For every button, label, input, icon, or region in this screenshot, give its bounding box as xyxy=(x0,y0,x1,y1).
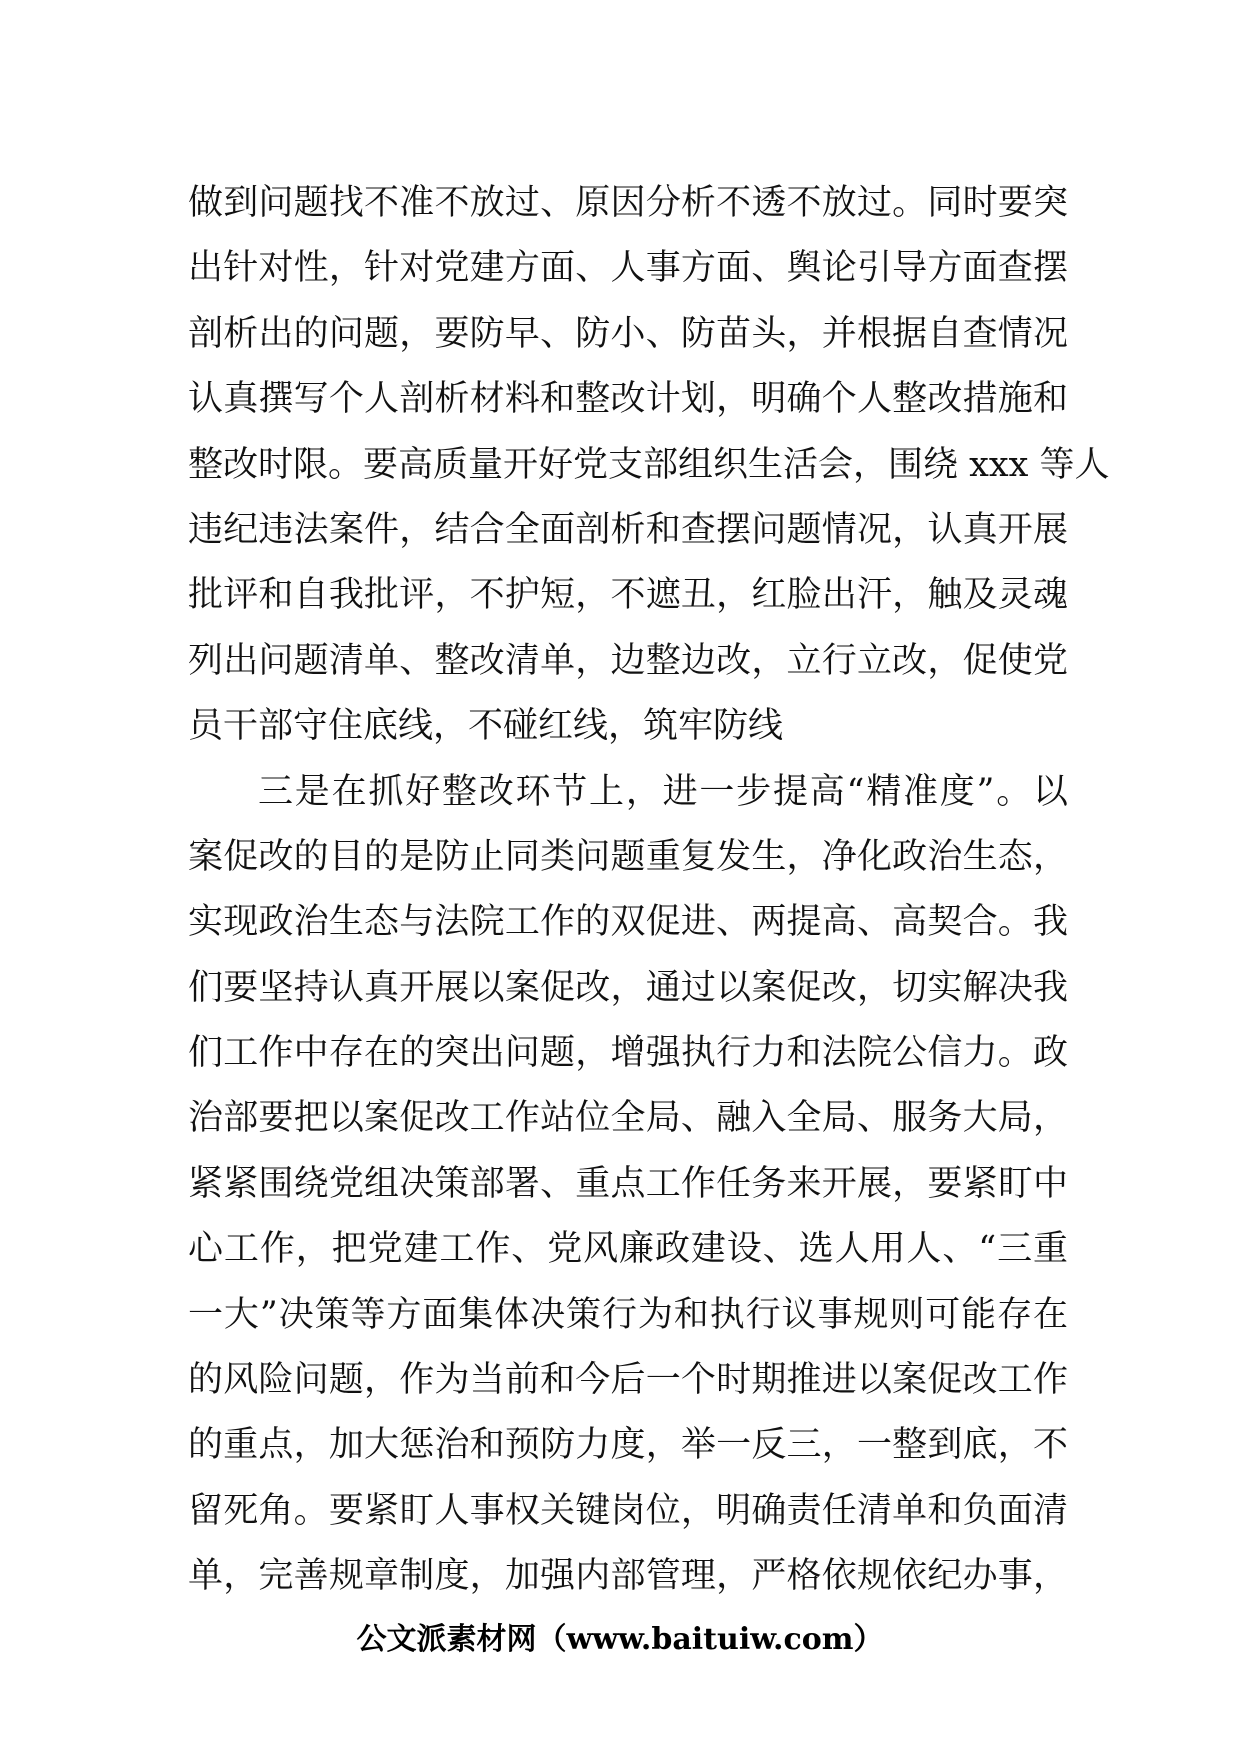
text-line: 出针对性，针对党建方面、人事方面、舆论引导方面查摆 xyxy=(188,248,1068,289)
text-line: 批评和自我批评，不护短，不遮丑，红脸出汗，触及灵魂 xyxy=(188,575,1068,616)
footer-watermark: 公文派素材网（www.baituiw.com） xyxy=(356,1622,884,1657)
text-line: 员干部守住底线，不碰红线，筑牢防线 xyxy=(188,706,784,747)
text-line: 列出问题清单、整改清单，边整边改，立行立改，促使党 xyxy=(188,640,1068,681)
text-line: 们工作中存在的突出问题，增强执行力和法院公信力。政 xyxy=(188,1033,1068,1074)
text-line: 们要坚持认真开展以案促改，通过以案促改，切实解决我 xyxy=(188,967,1068,1008)
document-body xyxy=(188,171,1110,1610)
text-line: 剖析出的问题，要防早、防小、防苗头，并根据自查情况 xyxy=(188,313,1068,354)
text-line: 的风险问题，作为当前和今后一个时期推进以案促改工作 xyxy=(188,1360,1068,1401)
text-line: 认真撰写个人剖析材料和整改计划，明确个人整改措施和 xyxy=(188,379,1068,420)
text-line: 紧紧围绕党组决策部署、重点工作任务来开展，要紧盯中 xyxy=(188,1163,1068,1204)
text-line: 做到问题找不准不放过、原因分析不透不放过。同时要突 xyxy=(188,183,1068,223)
text-line: 一大”决策等方面集体决策行为和执行议事规则可能存在 xyxy=(188,1294,1068,1335)
paragraph-start-line: 三是在抓好整改环节上，进一步提高“精准度”。以 xyxy=(258,771,1068,812)
text-line: 留死角。要紧盯人事权关键岗位，明确责任清单和负面清 xyxy=(188,1490,1068,1531)
text-line: 单，完善规章制度，加强内部管理，严格依规依纪办事， xyxy=(188,1556,1068,1597)
text-line: 违纪违法案件，结合全面剖析和查摆问题情况，认真开展 xyxy=(188,509,1068,550)
text-line: 整改时限。要高质量开好党支部组织生活会，围绕 xxx 等人 xyxy=(188,444,1110,485)
text-line: 实现政治生态与法院工作的双促进、两提高、高契合。我 xyxy=(188,902,1068,943)
text-line: 的重点，加大惩治和预防力度，举一反三，一整到底，不 xyxy=(188,1425,1068,1466)
text-line: 案促改的目的是防止同类问题重复发生，净化政治生态， xyxy=(188,836,1068,877)
text-line: 心工作，把党建工作、党风廉政建设、选人用人、“三重 xyxy=(188,1229,1068,1270)
text-line: 治部要把以案促改工作站位全局、融入全局、服务大局， xyxy=(188,1098,1068,1139)
